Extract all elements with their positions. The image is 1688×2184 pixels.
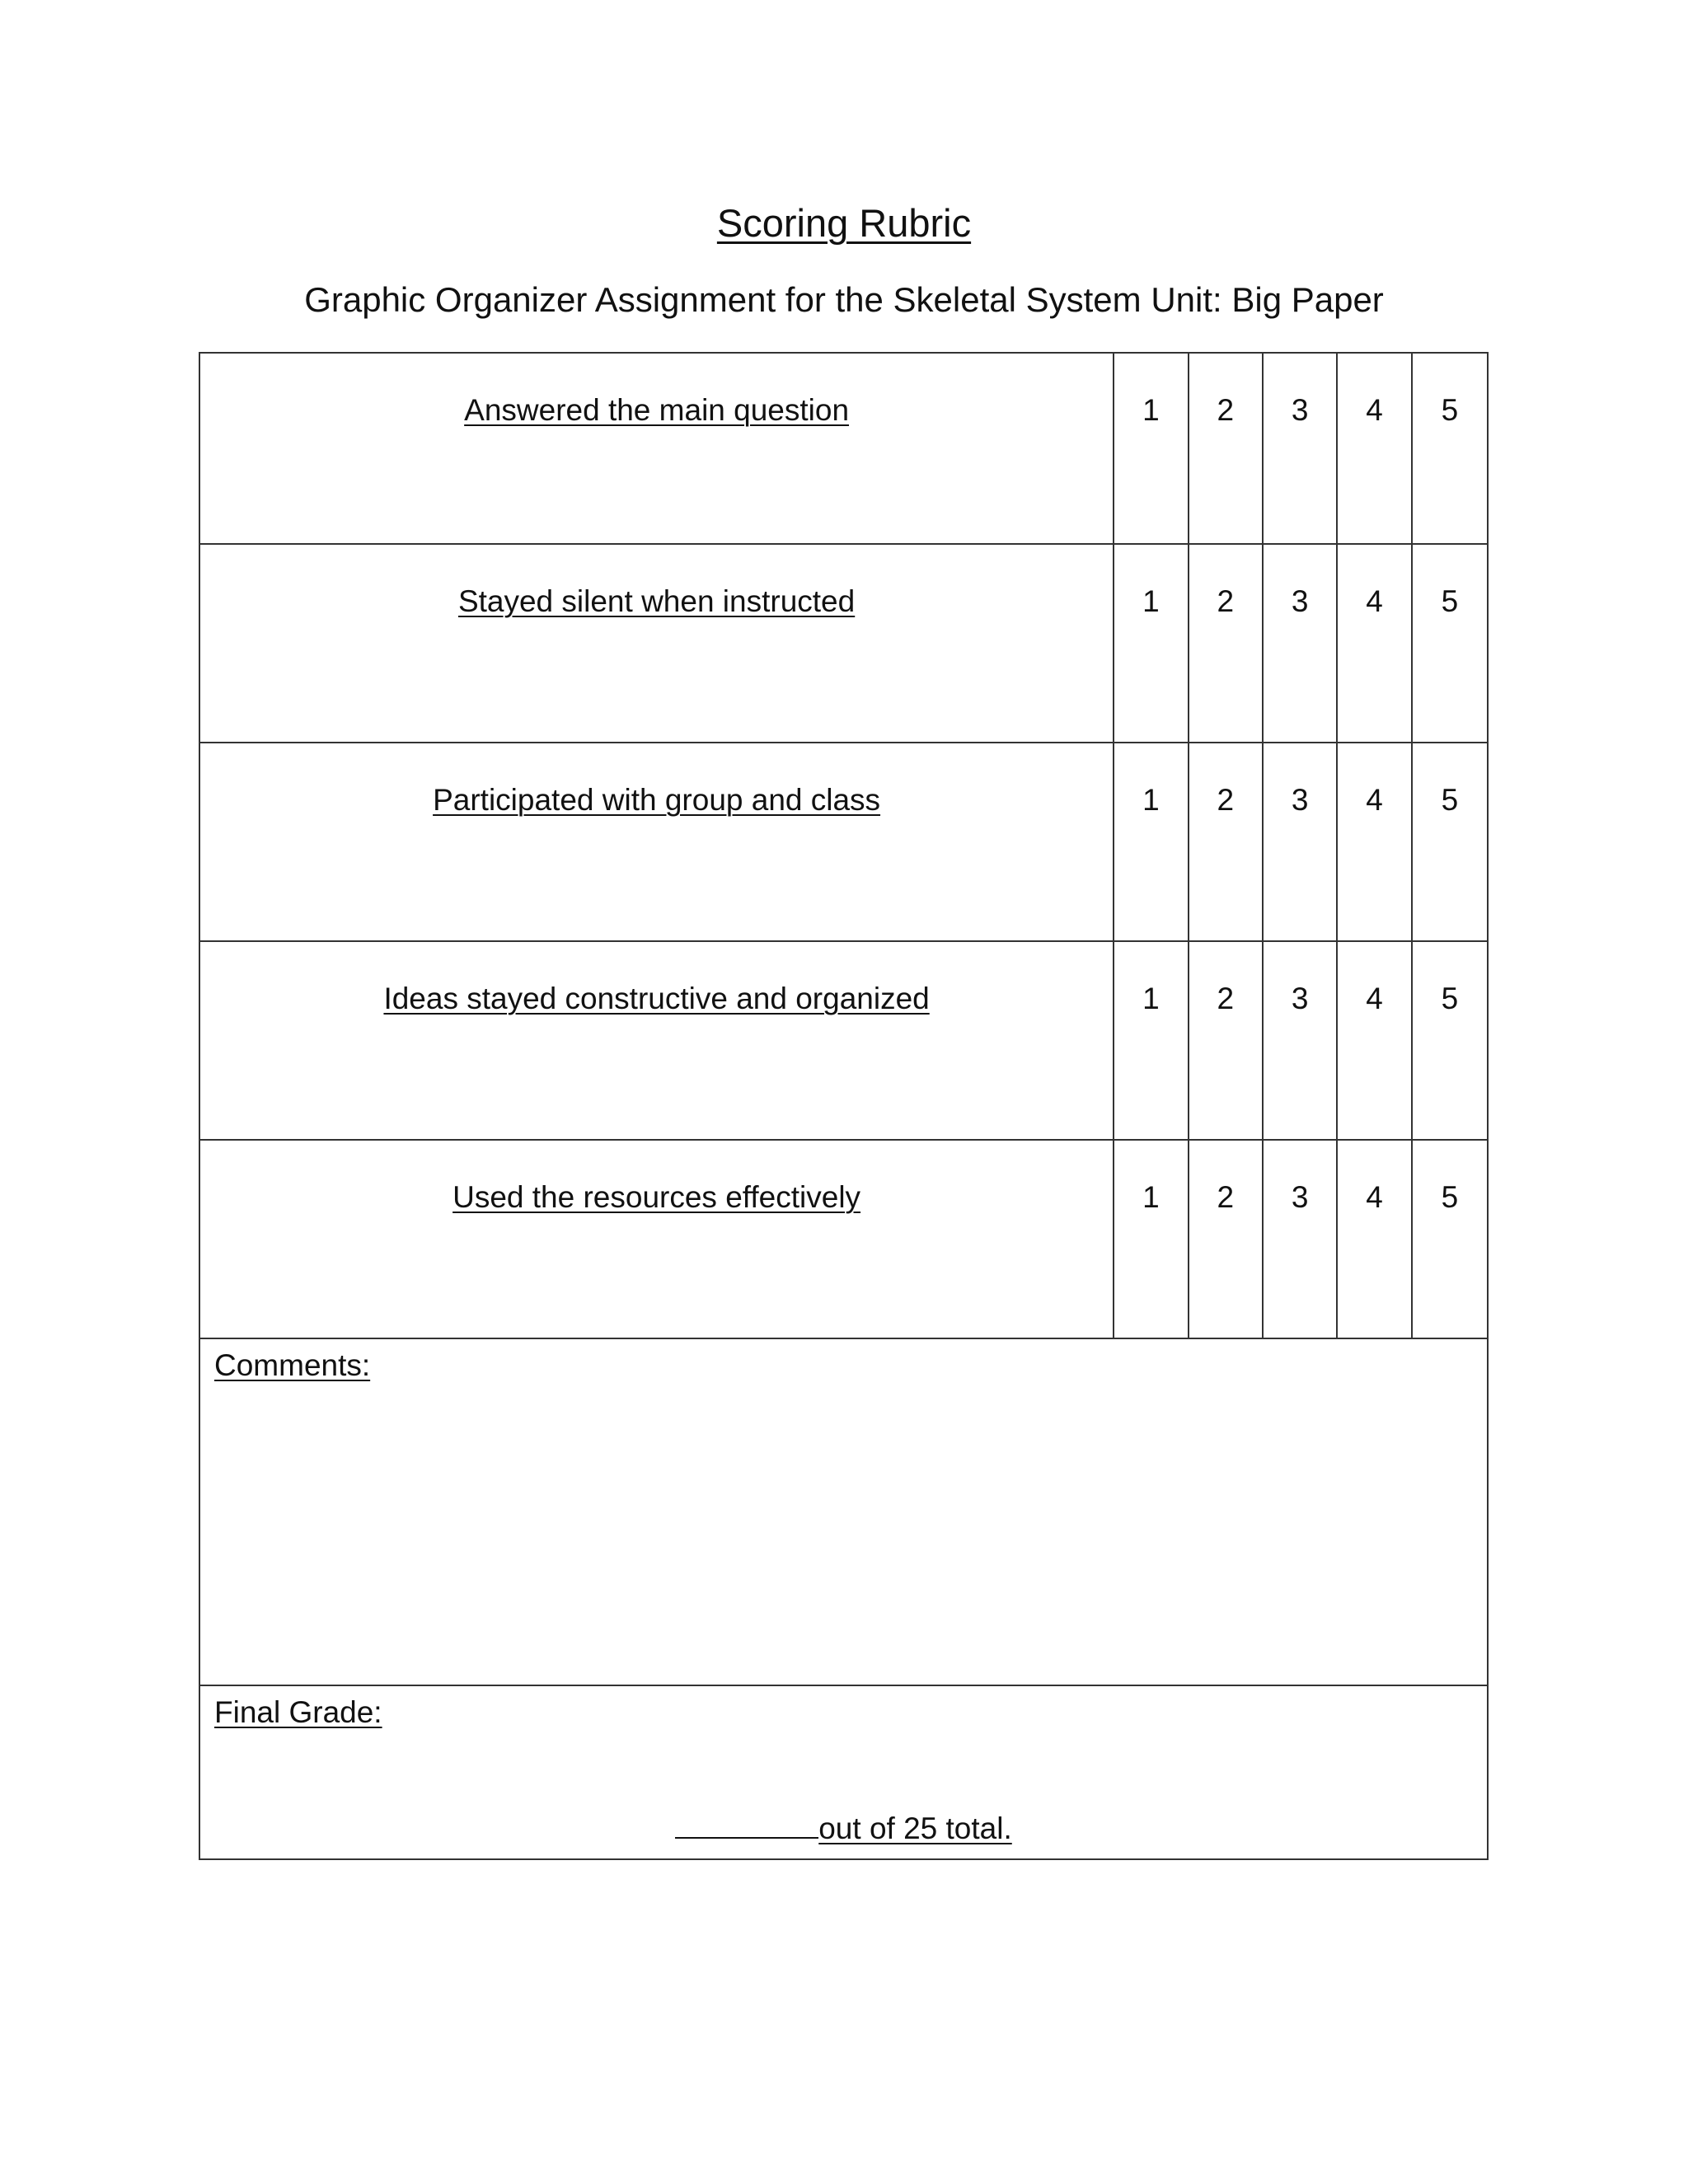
score-option-5[interactable]: 5 — [1441, 584, 1459, 618]
criterion-label: Stayed silent when instructed — [200, 545, 1114, 742]
score-option-2[interactable]: 2 — [1189, 942, 1264, 1139]
score-option-1[interactable]: 1 — [1114, 942, 1189, 1139]
rubric-row-participated — [200, 743, 1487, 942]
rubric-table — [199, 352, 1489, 1860]
score-option-2[interactable]: 2 — [1189, 743, 1264, 940]
comments-box[interactable] — [200, 1339, 1487, 1686]
comments-label: Comments: — [214, 1348, 371, 1382]
rubric-row-main-question — [200, 354, 1487, 545]
rubric-row-resources — [200, 1141, 1487, 1339]
score-option-1[interactable]: 1 — [1114, 354, 1189, 543]
score-option-4[interactable]: 4 — [1338, 354, 1412, 543]
score-option-2[interactable]: 2 — [1189, 1141, 1264, 1338]
score-option-4[interactable]: 4 — [1338, 1141, 1412, 1338]
criterion-label: Ideas stayed constructive and organized — [200, 942, 1114, 1139]
grade-blank-field[interactable] — [675, 1807, 818, 1839]
score-option-1[interactable]: 1 — [1114, 1141, 1189, 1338]
score-option-4[interactable]: 4 — [1338, 545, 1412, 742]
page-title: Scoring Rubric — [716, 201, 972, 245]
score-option-1[interactable]: 1 — [1114, 743, 1189, 940]
rubric-row-ideas — [200, 942, 1487, 1141]
final-grade-box — [200, 1686, 1487, 1858]
page-subtitle: Graphic Organizer Assignment for the Skeletal System Unit: Big Paper — [304, 280, 1384, 319]
score-option-5[interactable]: 5 — [1441, 393, 1459, 427]
final-grade-label: Final Grade: — [214, 1695, 382, 1729]
score-option-5[interactable]: 5 — [1441, 982, 1459, 1015]
score-option-4[interactable]: 4 — [1338, 743, 1412, 940]
score-option-3[interactable]: 3 — [1264, 942, 1338, 1139]
criterion-label: Used the resources effectively — [200, 1141, 1114, 1338]
grade-total-text: out of 25 total. — [818, 1811, 1012, 1845]
score-option-1[interactable]: 1 — [1114, 545, 1189, 742]
score-option-5[interactable]: 5 — [1441, 783, 1459, 817]
score-option-3[interactable]: 3 — [1264, 743, 1338, 940]
criterion-label: Participated with group and class — [200, 743, 1114, 940]
score-option-5[interactable]: 5 — [1441, 1180, 1459, 1214]
score-option-3[interactable]: 3 — [1264, 1141, 1338, 1338]
score-option-3[interactable]: 3 — [1264, 545, 1338, 742]
criterion-label: Answered the main question — [200, 354, 1114, 543]
score-option-2[interactable]: 2 — [1189, 354, 1264, 543]
grade-total-line — [200, 1807, 1487, 1849]
score-option-3[interactable]: 3 — [1264, 354, 1338, 543]
score-option-2[interactable]: 2 — [1189, 545, 1264, 742]
rubric-row-stayed-silent — [200, 545, 1487, 743]
score-option-4[interactable]: 4 — [1338, 942, 1412, 1139]
